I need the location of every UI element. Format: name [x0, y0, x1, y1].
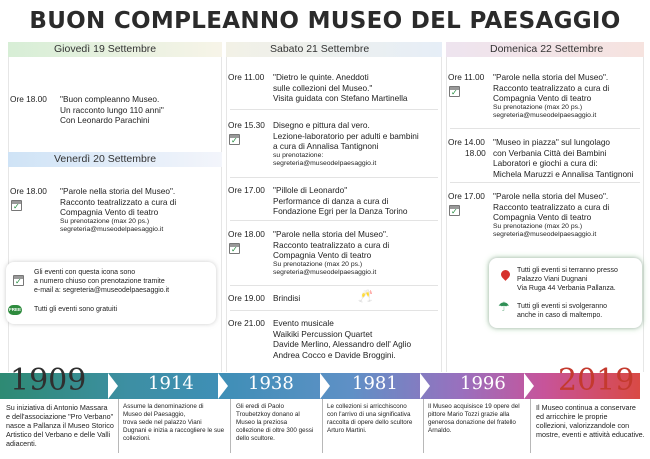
booking-email[interactable]: segreteria@museodelpaesaggio.it: [493, 231, 597, 239]
event-line: Compagnia Vento di teatro: [493, 212, 592, 222]
timeline-line: dello scultore.: [236, 435, 275, 442]
booking-email[interactable]: segreteria@museodelpaesaggio.it: [273, 269, 377, 277]
divider: [230, 285, 438, 286]
free-badge-icon: FREE: [8, 305, 22, 315]
timeline-line: nasce a Pallanza il Museo Storico: [6, 421, 114, 430]
timeline-line: trova sede nel palazzo Viani: [123, 419, 202, 426]
event-time: Ore 18.00: [10, 186, 47, 196]
divider: [450, 182, 640, 183]
timeline-description: [123, 403, 229, 443]
event-line: Fondazione Egri per la Danza Torino: [273, 206, 408, 216]
event-time: Ore 11.00: [228, 72, 265, 82]
event-line: "Parole nella storia del Museo".: [60, 186, 176, 196]
event-line: "Parole nella storia del Museo".: [493, 72, 609, 82]
timeline-line: Assume la denominazione di: [123, 403, 204, 410]
map-pin-icon: [499, 268, 512, 281]
umbrella-icon: ☂: [498, 299, 510, 314]
calendar-check-icon: [11, 200, 22, 211]
event-line: Racconto teatralizzato a cura di: [493, 201, 610, 212]
event-line: Racconto teatralizzato a cura di: [273, 239, 390, 250]
timeline-description: [236, 403, 322, 443]
booking-note: Su prenotazione (max 20 ps.): [273, 260, 363, 268]
timeline-line: Arnaldo.: [428, 427, 452, 434]
booking-note: Su prenotazione (max 20 ps.): [493, 103, 583, 111]
event-description: [273, 318, 440, 360]
divider: [230, 177, 438, 178]
event-line: Waikiki Percussion Quartet: [273, 328, 373, 339]
timeline-chevron: [108, 373, 118, 399]
event-description: [493, 191, 642, 240]
event-line: "Dietro le quinte. Aneddoti: [273, 72, 369, 82]
page-title: BUON COMPLEANNO MUSEO DEL PAESAGGIO: [29, 8, 621, 34]
divider: [230, 310, 438, 311]
event-description: [273, 185, 440, 217]
timeline-description: [536, 403, 648, 439]
event-line: a cura di Annalisa Tantignoni: [273, 141, 379, 151]
info-line: a numero chiuso con prenotazione tramite: [34, 278, 165, 285]
timeline-description: [428, 403, 530, 435]
event-description: [493, 137, 642, 179]
event-time-end: 18.00: [465, 148, 486, 158]
event-line: con Verbania Città dei Bambini: [493, 147, 607, 158]
event-line: Andrea Cocco e Davide Broggini.: [273, 349, 396, 360]
timeline-line: Arturo Martini.: [327, 427, 367, 434]
calendar-check-icon: [229, 134, 240, 145]
event-line: Racconto teatralizzato a cura di: [60, 196, 177, 207]
day-header-thursday: Giovedì 19 Settembre: [8, 42, 222, 57]
calendar-check-icon: [13, 275, 24, 286]
timeline-line: pittore Mario Tozzi grazie alla: [428, 411, 510, 418]
event-line: "Parole nella storia del Museo".: [273, 229, 389, 239]
timeline-chevron: [524, 373, 534, 399]
info-line: anche in caso di maltempo.: [517, 312, 603, 319]
event-line: Racconto teatralizzato a cura di: [493, 82, 610, 93]
timeline-description: [327, 403, 423, 435]
timeline-line: Dugnani e inizia a raccogliere le sue: [123, 427, 225, 434]
divider: [450, 128, 640, 129]
event-line: Un racconto lungo 110 anni": [60, 104, 164, 115]
booking-note: Su prenotazione (max 20 ps.): [493, 222, 583, 230]
event-line: Compagnia Vento di teatro: [273, 250, 372, 260]
timeline-line: collezioni, valorizzandole con: [536, 421, 630, 430]
event-line: "Pillole di Leonardo": [273, 185, 348, 195]
timeline-line: Museo del Paesaggio,: [123, 411, 186, 418]
event-time: Ore 17.00: [448, 191, 485, 201]
event-line: Evento musicale: [273, 318, 334, 328]
event-time: Ore 14.00: [448, 137, 485, 147]
booking-email[interactable]: segreteria@museodelpaesaggio.it: [273, 160, 377, 168]
calendar-check-icon: [449, 86, 460, 97]
event-time: Ore 11.00: [448, 72, 485, 82]
event-time: Ore 18.00: [228, 229, 265, 239]
timeline-line: collezioni.: [123, 435, 151, 442]
event-description: [273, 229, 440, 278]
event-line: Davide Merlino, Alessandro dell' Aglio: [273, 339, 412, 349]
timeline-year: 1914: [148, 373, 194, 394]
timeline-line: con l'arrivo di una significativa: [327, 411, 411, 418]
event-line: "Buon compleanno Museo.: [60, 94, 160, 104]
timeline-line: e dell'associazione "Pro Verbano": [6, 412, 114, 421]
event-description: [273, 120, 440, 169]
event-line: Compagnia Vento di teatro: [60, 207, 159, 217]
weather-text: [517, 302, 638, 320]
event-time: Ore 15.30: [228, 120, 265, 130]
event-line: Michela Maruzzi e Annalisa Tantignoni: [493, 168, 634, 179]
event-line: Compagnia Vento di teatro: [493, 93, 592, 103]
timeline-line: Su iniziativa di Antonio Massara: [6, 403, 108, 412]
timeline-tick: [322, 399, 323, 453]
event-description: [273, 289, 440, 304]
event-description: [273, 72, 440, 104]
booking-note: su prenotazione:: [273, 151, 324, 159]
calendar-check-icon: [449, 205, 460, 216]
day-header-sunday: Domenica 22 Settembre: [446, 42, 644, 57]
free-events-note: Tutti gli eventi sono gratuiti: [34, 306, 118, 313]
timeline-year: 1909: [10, 363, 87, 398]
venue-info-box: [489, 258, 642, 328]
info-line: e-mail a: segreteria@museodelpaesaggio.it: [34, 287, 170, 294]
event-line: Laboratori e giochi a cura di:: [493, 158, 598, 168]
info-line: Gli eventi con questa icona sono: [34, 269, 136, 276]
event-line: Con Leonardo Parachini: [60, 115, 150, 125]
timeline-year: 2019: [558, 363, 635, 398]
timeline-tick: [530, 399, 531, 453]
timeline-year: 1996: [460, 373, 506, 394]
timeline-line: Troubetzkoy donano al: [236, 411, 300, 418]
booking-info-text: [34, 268, 212, 295]
timeline-line: adiacenti.: [6, 439, 37, 448]
day-header-saturday: Sabato 21 Settembre: [226, 42, 442, 57]
timeline-line: Gli eredi di Paolo: [236, 403, 284, 410]
timeline-line: collezione di oltre 300 gessi: [236, 427, 314, 434]
event-time: Ore 21.00: [228, 318, 265, 328]
event-time: Ore 18.00: [10, 94, 47, 104]
timeline-line: Museo la preziosa: [236, 419, 288, 426]
timeline-chevron: [420, 373, 430, 399]
event-description: [493, 72, 642, 121]
info-line: Tutti gli eventi si terranno presso: [517, 267, 618, 274]
timeline-line: Artistico del Verbano e delle Valli: [6, 430, 111, 439]
venue-text: [517, 266, 638, 293]
event-line: Visita guidata con Stefano Martinella: [273, 93, 408, 103]
booking-email[interactable]: segreteria@museodelpaesaggio.it: [493, 112, 597, 120]
timeline-year: 1938: [248, 373, 294, 394]
event-line: Performance di danza a cura di: [273, 195, 389, 206]
event-time: Ore 17.00: [228, 185, 265, 195]
event-line: "Museo in piazza" sul lungolago: [493, 137, 611, 147]
toast-glasses-icon: 🥂: [358, 289, 373, 303]
timeline-tick: [118, 399, 119, 453]
divider: [230, 220, 438, 221]
column-saturday: [226, 42, 442, 372]
timeline-tick: [230, 399, 231, 453]
timeline-line: generosa donazione del fratello: [428, 419, 516, 426]
timeline-year: 1981: [352, 373, 398, 394]
event-line: Lezione-laboratorio per adulti e bambini: [273, 130, 419, 141]
timeline-chevron: [320, 373, 330, 399]
event-time: Ore 19.00: [228, 293, 265, 303]
event-description: [60, 186, 220, 235]
event-line: Brindisi: [273, 293, 301, 303]
timeline-line: Il Museo acquisisce 19 opere del: [428, 403, 520, 410]
timeline-line: raccolta di opere dello scultore: [327, 419, 413, 426]
history-timeline: [0, 363, 650, 459]
info-line: Tutti gli eventi si svolgeranno: [517, 303, 608, 310]
info-line: Via Ruga 44 Verbania Pallanza.: [517, 285, 616, 292]
event-line: "Parole nella storia del Museo".: [493, 191, 609, 201]
info-line: Palazzo Viani Dugnani: [517, 276, 588, 283]
event-line: Disegno e pittura dal vero.: [273, 120, 370, 130]
booking-email[interactable]: segreteria@museodelpaesaggio.it: [60, 226, 164, 234]
booking-note: Su prenotazione (max 20 ps.): [60, 217, 150, 225]
calendar-check-icon: [229, 243, 240, 254]
timeline-chevron: [218, 373, 228, 399]
timeline-line: ed arricchire le proprie: [536, 412, 608, 421]
timeline-description: [6, 403, 118, 448]
timeline-line: Le collezioni si arricchiscono: [327, 403, 407, 410]
booking-info-box: [6, 262, 216, 324]
timeline-line: mostre, eventi e attività educative.: [536, 430, 645, 439]
timeline-line: Il Museo continua a conservare: [536, 403, 636, 412]
timeline-tick: [423, 399, 424, 453]
divider: [230, 109, 438, 110]
day-header-friday: Venerdì 20 Settembre: [8, 152, 222, 167]
event-description: [60, 94, 220, 126]
event-line: sulle collezioni del Museo.": [273, 82, 373, 93]
